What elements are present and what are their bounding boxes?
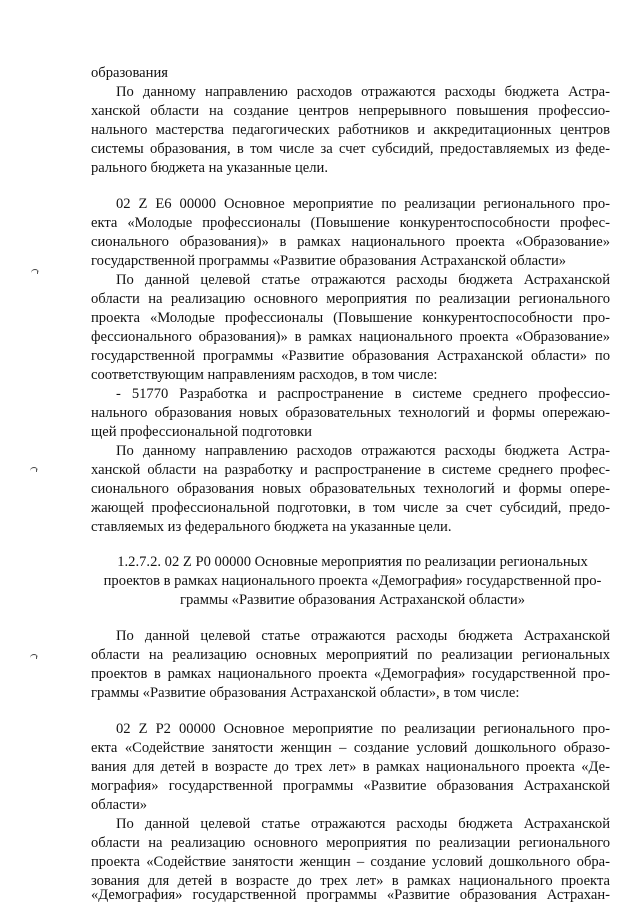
text-line: проекта «Содействие занятости женщин – создание условий дошкольного обра- xyxy=(91,854,610,870)
section-heading: 02 Z P2 00000 Основное мероприятие по реализации регионального про- xyxy=(116,721,610,737)
text-line: области на реализацию основных мероприятий по реализации региональных xyxy=(91,647,610,663)
text-line: проектов в рамках национального проекта «Демография» государственной про- xyxy=(91,666,610,682)
margin-mark xyxy=(30,467,38,473)
list-item: нального образования новых образовательных технологий и формы опережаю- xyxy=(91,405,610,421)
section-title: 1.2.7.2. 02 Z P0 00000 Основные мероприятия по реализации региональных xyxy=(117,554,588,570)
text-line: граммы «Развитие образования Астраханской области», в том числе: xyxy=(91,685,520,701)
text-line: По данной целевой статье отражаются расходы бюджета Астраханской xyxy=(116,816,610,832)
text-line: фессионального образования)» в рамках национального проекта «Образование» xyxy=(91,329,610,345)
section-heading: области» xyxy=(91,797,148,813)
text-line: ставляемых из федерального бюджета на указанные цели. xyxy=(91,519,452,535)
section-title: проектов в рамках национального проекта «Демография» государственной про- xyxy=(103,573,602,589)
text-line: По данной целевой статье отражаются расходы бюджета Астраханской xyxy=(116,272,610,288)
margin-mark xyxy=(30,654,38,660)
text-line: области на реализацию основного мероприятия по реализации регионального xyxy=(91,291,610,307)
section-heading: вания для детей в возрасте до трех лет» в рамках национального проекта «Де- xyxy=(91,759,610,775)
section-heading: государственной программы «Развитие образования Астраханской области» xyxy=(91,253,567,269)
text-line: образования xyxy=(91,65,168,81)
section-heading: екта «Содействие занятости женщин – создание условий дошкольного образо- xyxy=(91,740,610,756)
section-heading: 02 Z E6 00000 Основное мероприятие по реализации регионального про- xyxy=(116,196,610,212)
text-line: области на реализацию основного мероприятия по реализации регионального xyxy=(91,835,610,851)
section-heading: екта «Молодые профессионалы (Повышение конкурентоспособности профес- xyxy=(91,215,610,231)
text-line: зования для детей в возрасте до трех лет» в рамках национального проекта xyxy=(91,873,610,889)
text-line: рального бюджета на указанные цели. xyxy=(91,160,328,176)
text-line: системы образования, в том числе за счет субсидий, предоставляемых из феде- xyxy=(91,141,610,157)
text-line: проекта «Молодые профессионалы (Повышение конкурентоспособности про- xyxy=(91,310,610,326)
section-title: граммы «Развитие образования Астраханской области» xyxy=(179,592,526,608)
text-line: сионального образования новых образовательных технологий и формы опере- xyxy=(91,481,610,497)
text-line: «Демография» государственной программы «Развитие образования Астрахан- xyxy=(91,887,610,903)
section-heading: мография» государственной программы «Развитие образования Астраханской xyxy=(91,778,610,794)
text-line: По данному направлению расходов отражаются расходы бюджета Астра- xyxy=(116,84,610,100)
text-line: нального мастерства педагогических работников и аккредитационных центров xyxy=(91,122,610,138)
section-heading: сионального образования)» в рамках национального проекта «Образование» xyxy=(91,234,610,250)
text-line: соответствующим направлениям расходов, в том числе: xyxy=(91,367,438,383)
margin-mark xyxy=(31,269,39,275)
text-line: государственной программы «Развитие образования Астраханской области» по xyxy=(91,348,610,364)
list-item: - 51770 Разработка и распространение в системе среднего профессио- xyxy=(116,386,610,402)
text-line: ханской области на разработку и распространение в системе среднего профес- xyxy=(91,462,610,478)
list-item: щей профессиональной подготовки xyxy=(91,424,312,440)
text-line: По данному направлению расходов отражаются расходы бюджета Астра- xyxy=(116,443,610,459)
text-line: жающей профессиональной подготовки, в том числе за счет субсидий, предо- xyxy=(91,500,610,516)
text-line: По данной целевой статье отражаются расходы бюджета Астраханской xyxy=(116,628,610,644)
text-line: ханской области на создание центров непрерывного повышения профессио- xyxy=(91,103,610,119)
